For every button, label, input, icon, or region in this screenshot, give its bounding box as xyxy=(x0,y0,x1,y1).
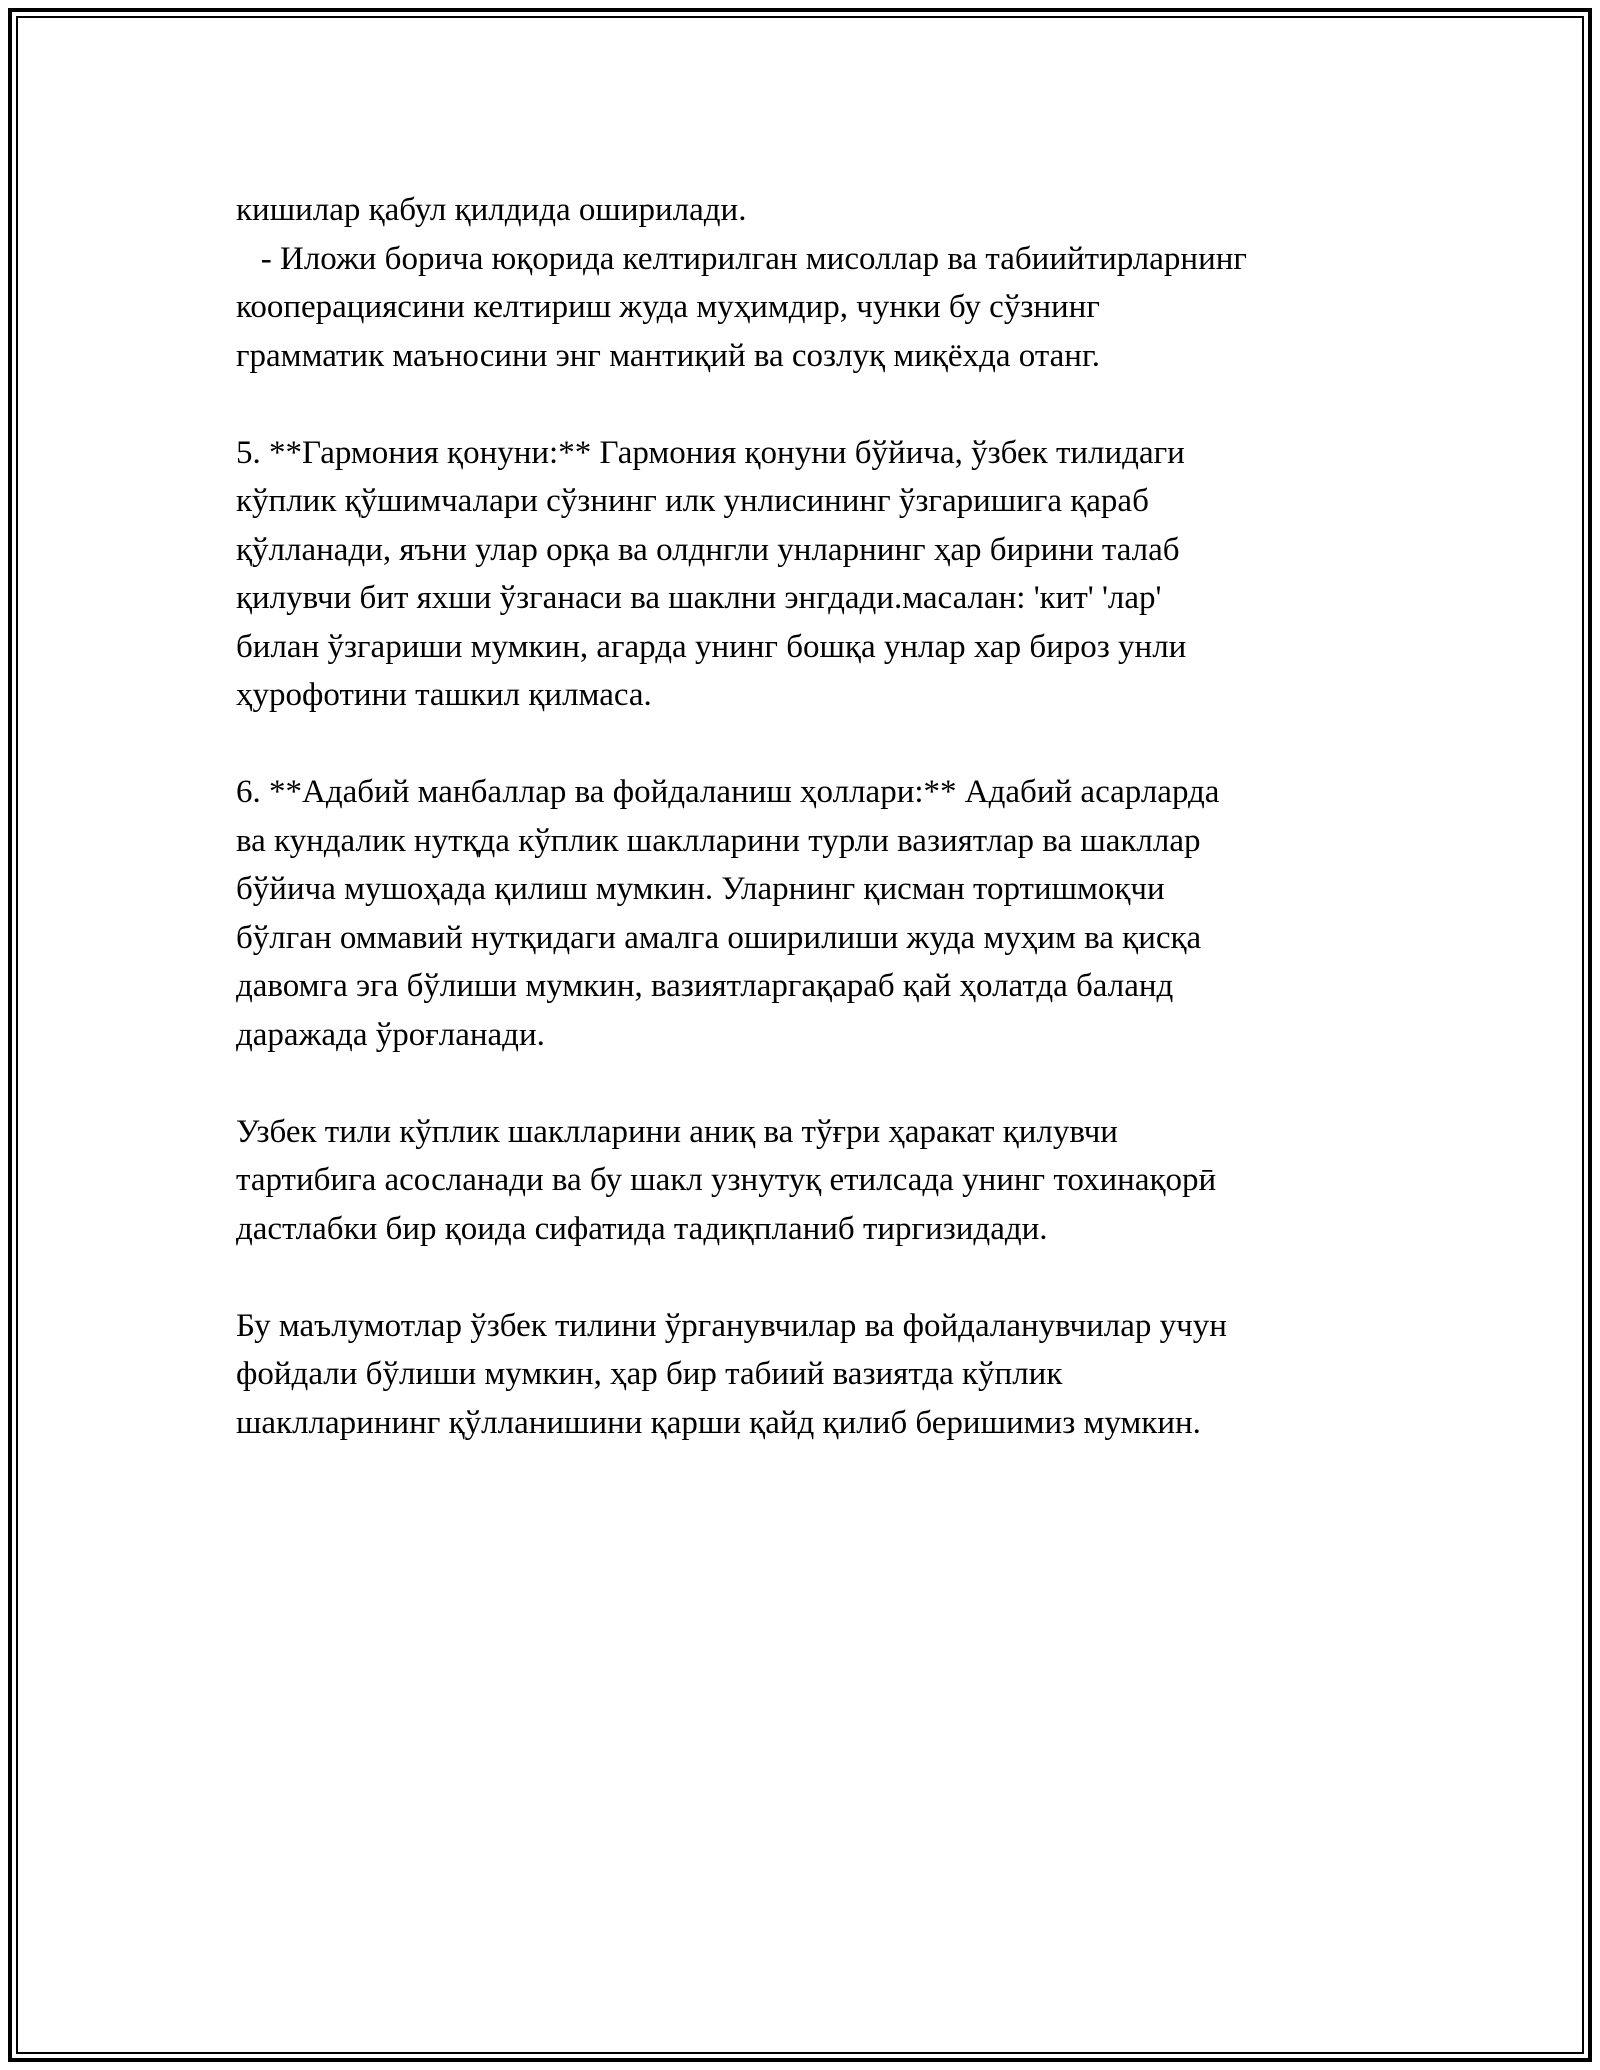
text-line: ва кундалик нутқда кўплик шаклларини турли вазиятлар ва шакллар xyxy=(236,822,1201,859)
text-line: дастлабки бир қоида сифатида тадиқпланиб тиргизидади. xyxy=(236,1210,1048,1247)
paragraph-gap xyxy=(236,1253,1376,1302)
text-line: кооперациясини келтириш жуда муҳимдир, чунки бу сўзнинг xyxy=(236,289,1100,325)
text-line: Узбек тили кўплик шаклларини аниқ ва тўғри ҳаракат қилувчи xyxy=(236,1113,1118,1150)
text-line: қўлланади, яъни улар орқа ва олднгли унларнинг ҳар бирини талаб xyxy=(236,531,1180,568)
text-line: бўйича мушоҳада қилиш мумкин. Уларнинг қисман тортишмоқчи xyxy=(236,871,1165,907)
text-line: кишилар қабул қилдида оширилади. xyxy=(236,192,747,228)
paragraph-gap xyxy=(236,1059,1376,1108)
text-line: ҳурофотини ташкил қилмаса. xyxy=(236,677,652,713)
text-line: даражада ўроғланади. xyxy=(236,1016,545,1053)
text-line: кўплик қўшимчалари сўзнинг илк унлисининг ўзгаришига қараб xyxy=(236,483,1149,519)
paragraph xyxy=(236,1108,1376,1254)
text-line: шаклларининг қўлланишини қарши қайд қилиб беришимиз мумкин. xyxy=(236,1404,1201,1441)
text-line: - Иложи борича юқорида келтирилган мисоллар ва табиийтирларнинг xyxy=(236,240,1247,277)
text-line: грамматик маъносини энг мантиқий ва созлуқ миқёхда отанг. xyxy=(236,337,1101,374)
paragraph-gap xyxy=(236,720,1376,769)
text-line: билан ўзгариши мумкин, агарда унинг бошқа унлар хар бироз унли xyxy=(236,628,1187,665)
text-line: 5. **Гармония қонуни:** Гармония қонуни бўйича, ўзбек тилидаги xyxy=(236,434,1185,471)
paragraph xyxy=(236,429,1376,720)
paragraph-gap xyxy=(236,380,1376,429)
text-line: Бу маълумотлар ўзбек тилини ўрганувчилар ва фойдаланувчилар учун xyxy=(236,1307,1227,1344)
text-line: давомга эга бўлиши мумкин, вазиятларгақараб қай ҳолатда баланд xyxy=(236,968,1174,1004)
text-line: қилувчи бит яхши ўзганаси ва шаклни энгдади.масалан: 'кит' 'лар' xyxy=(236,580,1162,616)
text-line: фойдали бўлиши мумкин, ҳар бир табиий вазиятда кўплик xyxy=(236,1356,1063,1392)
paragraph xyxy=(236,768,1376,1059)
text-line: тартибига асосланади ва бу шакл узнутуқ етилсада унинг тохинақорӣ xyxy=(236,1162,1217,1198)
text-line: 6. **Адабий манбаллар ва фойдаланиш ҳоллари:** Адабий асарларда xyxy=(236,774,1220,810)
paragraph xyxy=(236,1302,1376,1448)
paragraph xyxy=(236,186,1376,380)
document-body xyxy=(236,186,1376,1447)
text-line: бўлган оммавий нутқидаги амалга оширилиши жуда муҳим ва қисқа xyxy=(236,919,1202,956)
